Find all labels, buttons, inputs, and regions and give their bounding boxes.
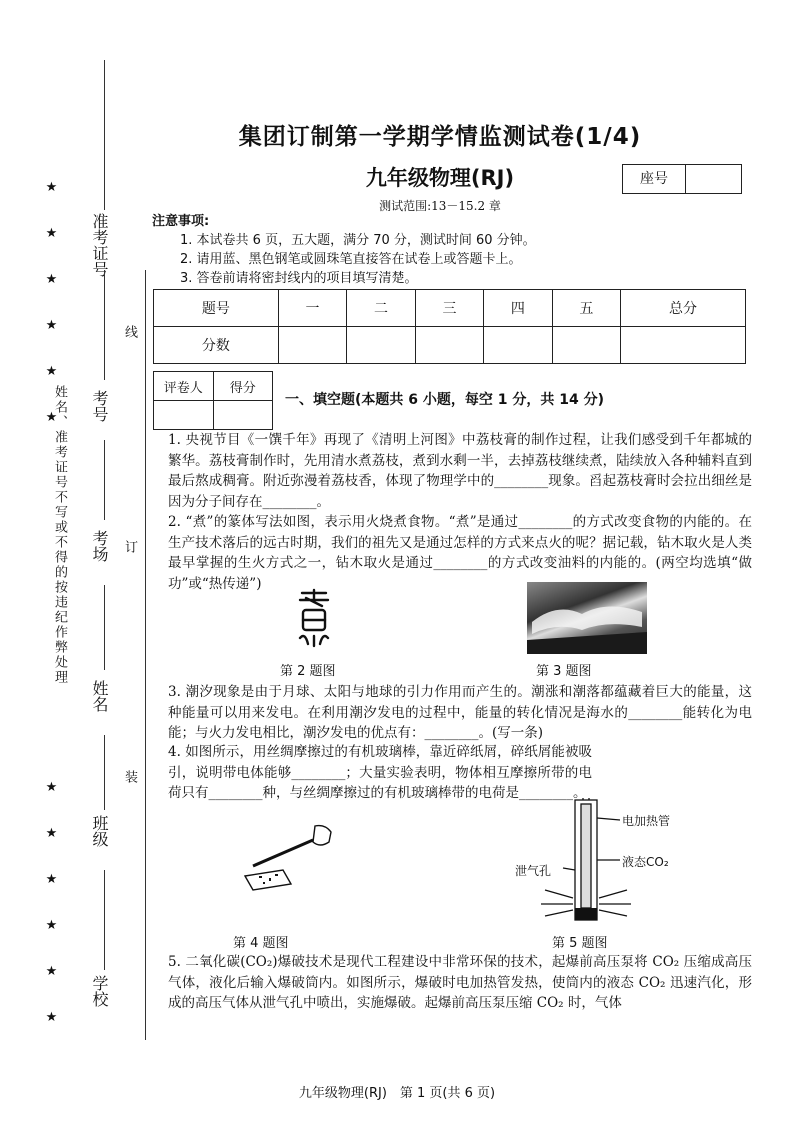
- figure-5-caption: 第 5 题图: [552, 936, 608, 951]
- notes-block: [152, 212, 536, 288]
- question-text: 3. 潮汐现象是由于月球、太阳与地球的引力作用而产生的。潮涨和潮落都蕴藏着巨大的能量，这种能量可以用来发电。在利用潮汐发电的过程中，能量的转化情况是海水的________能转化为电能；与火力发电相比，潮汐发电的优点有：________。(写一条): [168, 684, 752, 741]
- question-text: 4. 如图所示，用丝绸摩擦过的有机玻璃棒，靠近碎纸屑，碎纸屑能被吸引，说明带电体能够________；大量实验表明，物体相互摩擦所带的电荷只有________种，与丝绸摩擦过的有机玻璃棒带的电荷是________。: [168, 744, 592, 801]
- seat-box[interactable]: [622, 164, 742, 194]
- score-cell[interactable]: [484, 327, 552, 364]
- question-text: 2. “煮”的篆体写法如图，表示用火烧煮食物。“煮”是通过________的方式改变食物的内能的。在生产技术落后的远古时期，我们的祖先又是通过怎样的方式来点火的呢？据记载，钻木取火是人类最早掌握的生火方式之一，钻木取火是通过________的方式改变油料的内能的。(两空均选填“做功”或“热传递”): [168, 514, 752, 592]
- figure-3-caption: 第 3 题图: [536, 664, 592, 679]
- seal-char-line: 线: [122, 325, 137, 338]
- figure-2-caption: 第 2 题图: [280, 664, 336, 679]
- seal-char-figure: [292, 588, 336, 648]
- room-line[interactable]: [104, 440, 105, 520]
- score-cell[interactable]: [213, 401, 273, 430]
- seat-label: 座号: [623, 165, 686, 193]
- label-liquid-co2: 液态CO₂: [622, 855, 669, 869]
- question-4: [152, 742, 592, 804]
- question-1: [152, 430, 752, 512]
- grader-table: [153, 371, 273, 430]
- score-header-row: [154, 290, 746, 327]
- figure-4: [225, 818, 335, 898]
- seal-script-icon: [292, 588, 336, 648]
- school-line[interactable]: [104, 870, 105, 970]
- room-label: 考场: [90, 530, 109, 562]
- score-cell[interactable]: [415, 327, 483, 364]
- page-title: 集团订制第一学期学情监测试卷(1/4): [238, 124, 642, 150]
- score-header-cell: 一: [278, 290, 346, 327]
- label-vent: 泄气孔: [515, 864, 552, 878]
- question-text: 5. 二氧化碳(CO₂)爆破技术是现代工程建设中非常环保的技术，起爆前高压泵将 CO₂ 压缩成高压气体，液化后输入爆破筒内。如图所示，爆破时电加热管发热，使筒内的液态 CO₂ 迅速汽化，形成的高压气体从泄气孔中喷出，实施爆破。起爆前高压泵压缩 CO₂ 时，气体: [168, 954, 752, 1011]
- stars-bottom: ★ ★ ★ ★ ★ ★: [44, 780, 59, 1033]
- question-5: [152, 952, 752, 1014]
- name-label: 姓名: [90, 680, 109, 712]
- score-header-cell: 总分: [621, 290, 746, 327]
- grader-cell[interactable]: [154, 401, 214, 430]
- score-header-cell: 三: [415, 290, 483, 327]
- page-subtitle: 九年级物理(RJ): [365, 166, 515, 190]
- question-3: [152, 682, 752, 744]
- seal-line: [145, 270, 146, 1040]
- notes-title: 注意事项:: [152, 214, 210, 229]
- seal-char-bind: 装: [122, 770, 137, 783]
- question-2: [152, 512, 752, 594]
- grader-label: 评卷人: [154, 372, 214, 401]
- fire-drill-photo: [527, 582, 647, 654]
- score-header-cell: 二: [347, 290, 415, 327]
- class-label: 班级: [90, 815, 109, 847]
- score-header-cell: 题号: [154, 290, 279, 327]
- score-cell[interactable]: [278, 327, 346, 364]
- note-item: 3. 答卷前请将密封线内的项目填写清楚。: [180, 271, 418, 286]
- exam-no-label: 考号: [90, 390, 109, 422]
- seal-char-order: 订: [122, 540, 137, 553]
- note-item: 1. 本试卷共 6 页，五大题，满分 70 分，测试时间 60 分钟。: [180, 233, 536, 248]
- score-cell[interactable]: [621, 327, 746, 364]
- exam-no-line[interactable]: [104, 270, 105, 380]
- exam-id-label: 准考证号: [90, 213, 109, 277]
- test-scope: 测试范围:13－15.2 章: [379, 199, 501, 213]
- section-title: 一、填空题(本题共 6 小题，每空 1 分，共 14 分): [285, 392, 605, 408]
- name-line[interactable]: [104, 585, 105, 670]
- figure-4-caption: 第 4 题图: [233, 936, 289, 951]
- question-text: 1. 央视节目《一馔千年》再现了《清明上河图》中荔枝膏的制作过程，让我们感受到千年都城的繁华。荔枝膏制作时，先用清水煮荔枝，煮到水剩一半，去掉荔枝继续煮，陆续放入各种辅料直到最后熬成稠膏。附近弥漫着荔枝香，体现了物理学中的________现象。舀起荔枝膏时会拉出细丝是因为分子间存在________。: [168, 432, 752, 510]
- score-cell[interactable]: [552, 327, 620, 364]
- score-row-label: 分数: [154, 327, 279, 364]
- score-header-cell: 四: [484, 290, 552, 327]
- score-label: 得分: [213, 372, 273, 401]
- note-item: 2. 请用蓝、黑色钢笔或圆珠笔直接答在试卷上或答题卡上。: [180, 252, 522, 267]
- class-line[interactable]: [104, 735, 105, 810]
- rod-and-paper-icon: [225, 818, 335, 898]
- label-heater: 电加热管: [622, 814, 671, 828]
- score-cell[interactable]: [347, 327, 415, 364]
- stars-top: ★ ★ ★ ★ ★ ★: [44, 180, 59, 433]
- binding-warning: 姓名、准考证号不写或不得的按违纪作弊处理: [52, 385, 67, 685]
- exam-id-line[interactable]: [104, 60, 105, 210]
- page-footer: 九年级物理(RJ) 第 1 页(共 6 页): [298, 1086, 496, 1101]
- fire-photo-icon: [527, 582, 647, 654]
- score-value-row: [154, 327, 746, 364]
- score-table: [153, 289, 746, 364]
- score-header-cell: 五: [552, 290, 620, 327]
- school-label: 学校: [90, 975, 109, 1007]
